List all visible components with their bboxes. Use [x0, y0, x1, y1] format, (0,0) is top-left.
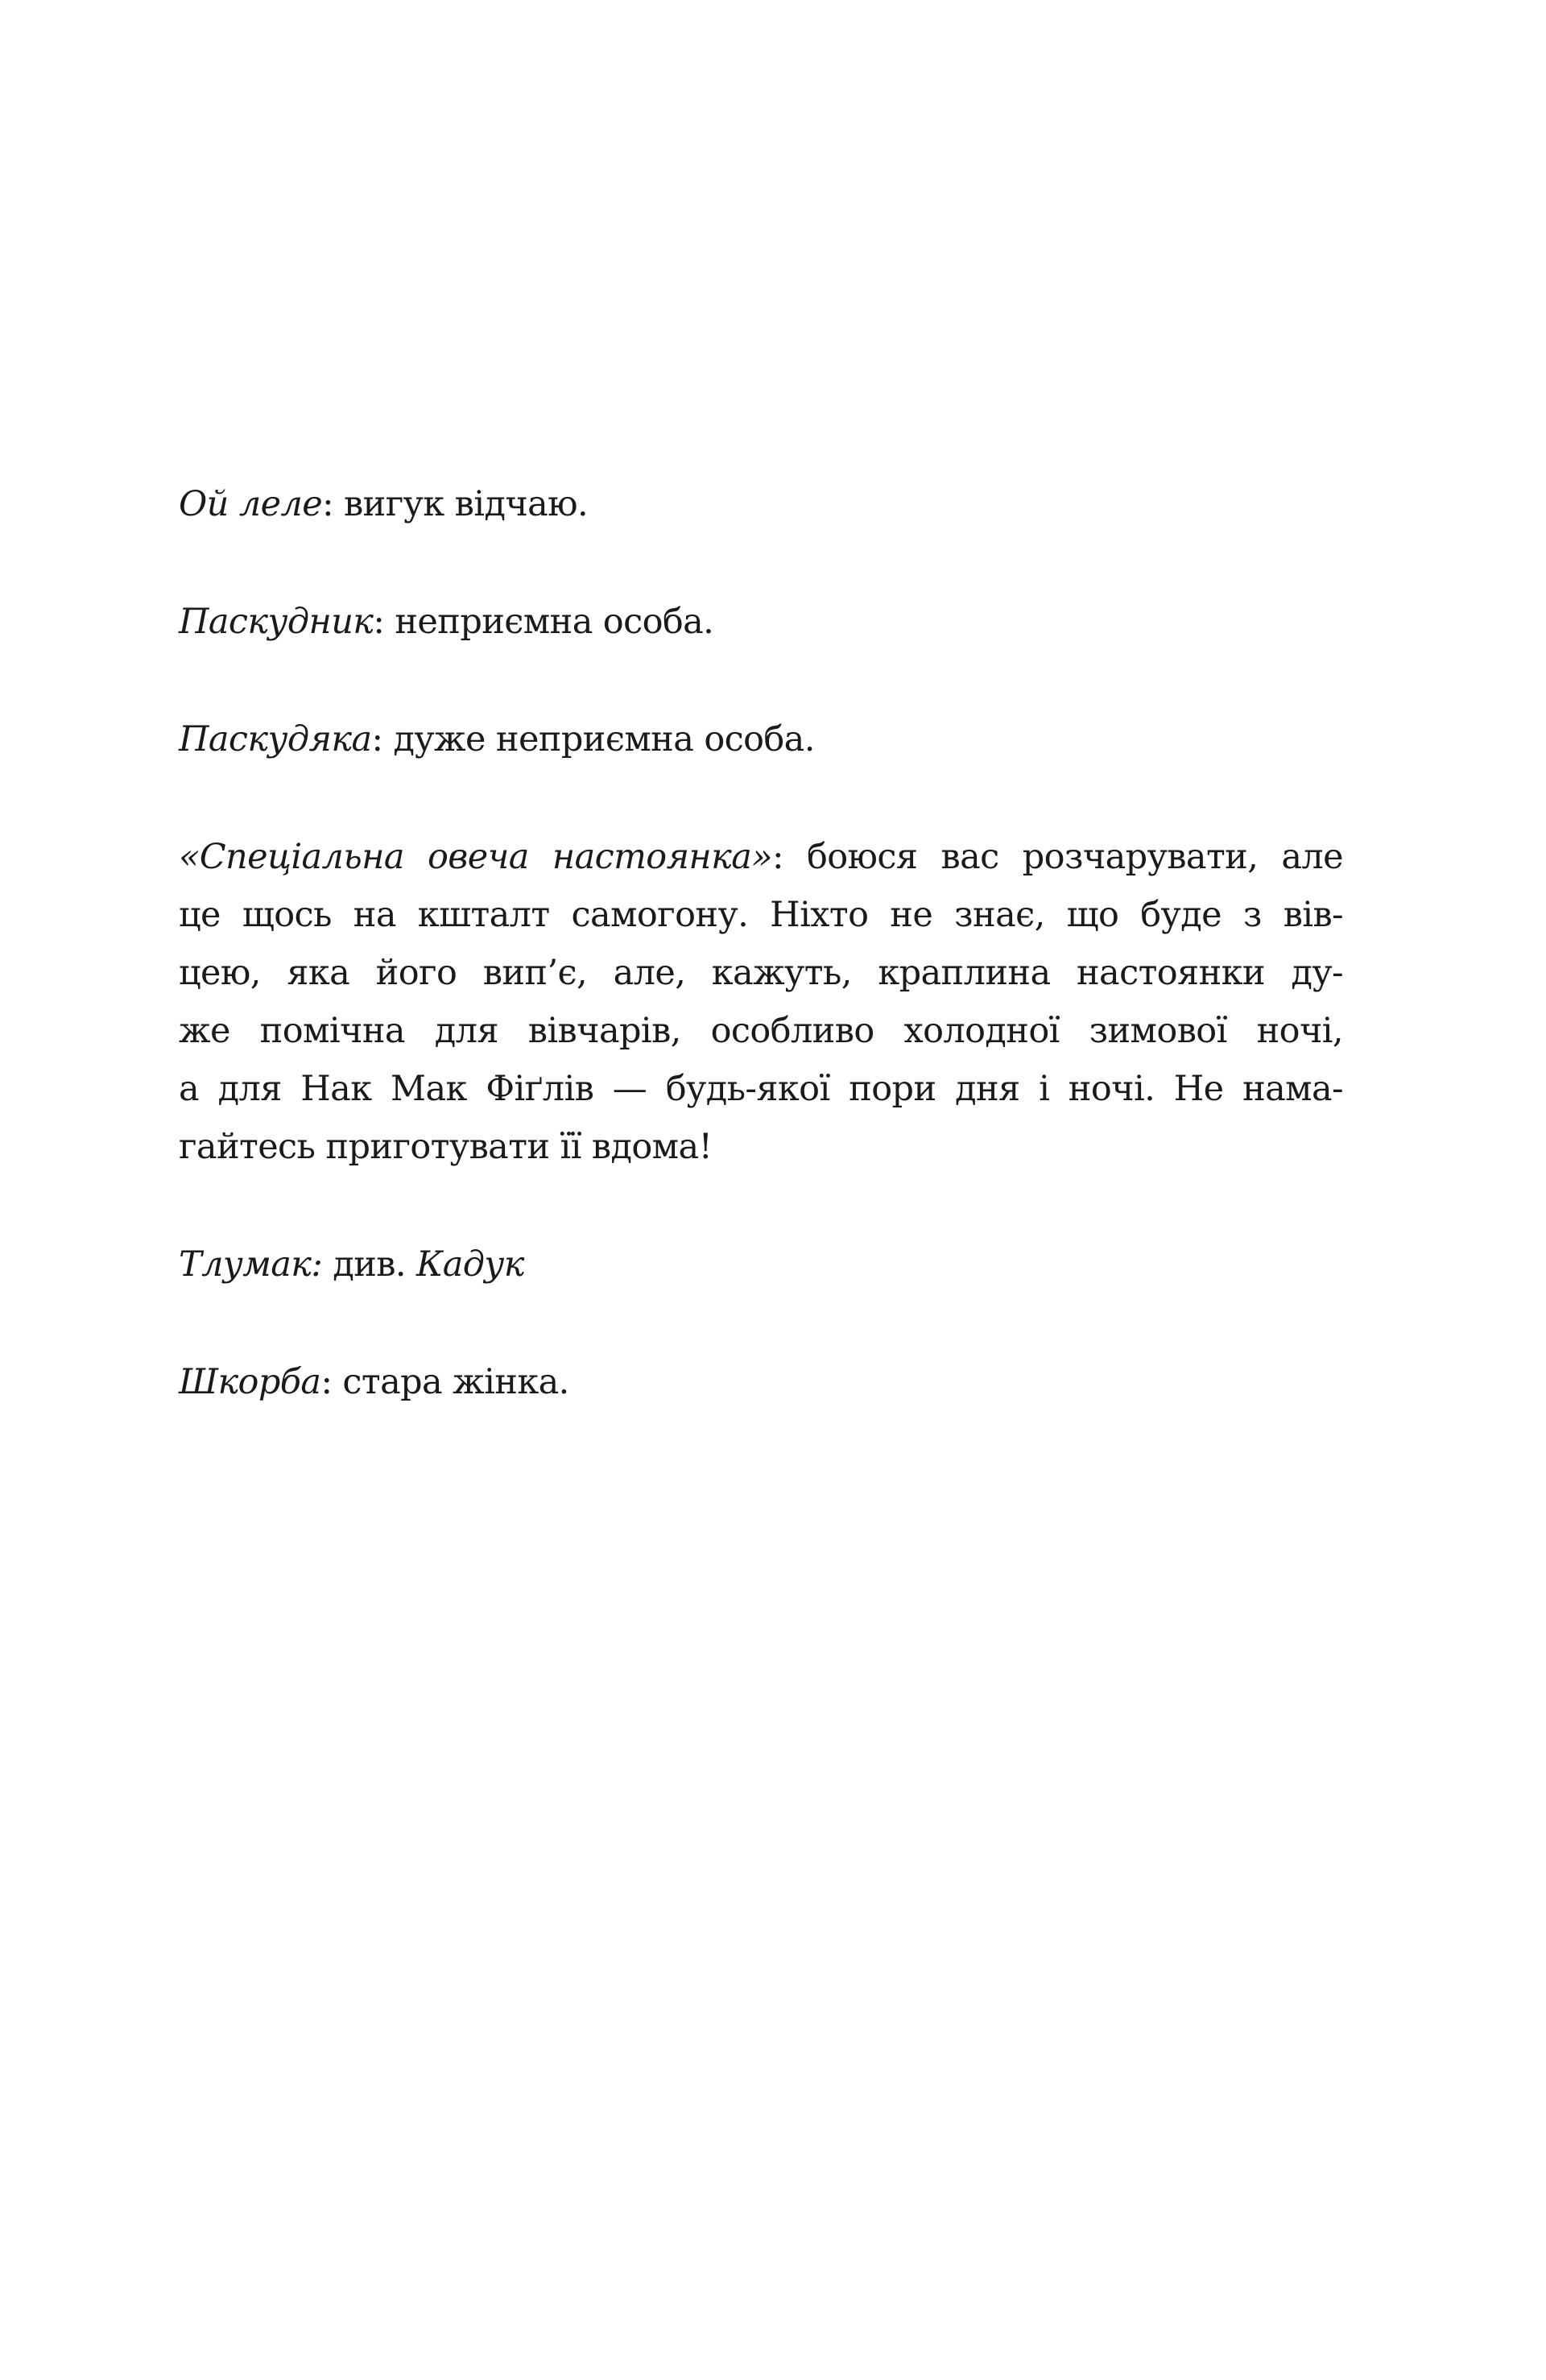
definition-line: це щось на кшталт самогону. Ніхто не знає, що буде з вів- — [179, 895, 1343, 935]
glossary-entry-paskudiaka — [179, 710, 1343, 768]
definition-line — [179, 828, 1343, 886]
glossary-term: Ой леле — [179, 484, 323, 524]
term-separator: : — [371, 719, 383, 760]
glossary-entry-tlumak — [179, 1236, 1343, 1293]
glossary-definition: стара жінка. — [332, 1362, 569, 1402]
glossary-definition: див. — [322, 1244, 417, 1285]
glossary-term: Тлумак: — [179, 1244, 323, 1285]
term-separator: : — [771, 837, 783, 877]
glossary-definition: дуже неприємна особа. — [382, 719, 815, 760]
definition-line: гайтесь приготувати її вдома! — [179, 1127, 713, 1167]
glossary-term: «Спеціальна овеча настоянка» — [179, 837, 772, 877]
glossary-term: Шкорба — [179, 1362, 321, 1402]
cross-reference: Кадук — [416, 1244, 524, 1285]
term-separator: : — [322, 484, 333, 524]
glossary-definition: боюся вас розчарувати, але — [783, 837, 1343, 877]
term-separator: : — [373, 602, 385, 642]
glossary-entry-shkorba — [179, 1353, 1343, 1411]
glossary-entry-oi-lele — [179, 475, 1343, 533]
glossary-entry-special-sheep-liniment — [179, 828, 1343, 1176]
glossary-entry-paskudnyk — [179, 593, 1343, 651]
definition-line: цею, яка його вип’є, але, кажуть, краплина настоянки ду- — [179, 953, 1343, 993]
glossary-term: Паскудник — [179, 602, 374, 642]
term-separator: : — [320, 1362, 333, 1402]
definition-line: а для Нак Мак Фіґлів — будь-якої пори дня і ночі. Не нама- — [179, 1069, 1343, 1109]
glossary-term: Паскудяка — [179, 719, 372, 760]
definition-line: же помічна для вівчарів, особливо холодної зимової ночі, — [179, 1011, 1343, 1051]
glossary-page — [179, 475, 1343, 1471]
glossary-definition: неприємна особа. — [384, 602, 714, 642]
glossary-definition: вигук відчаю. — [333, 484, 589, 524]
